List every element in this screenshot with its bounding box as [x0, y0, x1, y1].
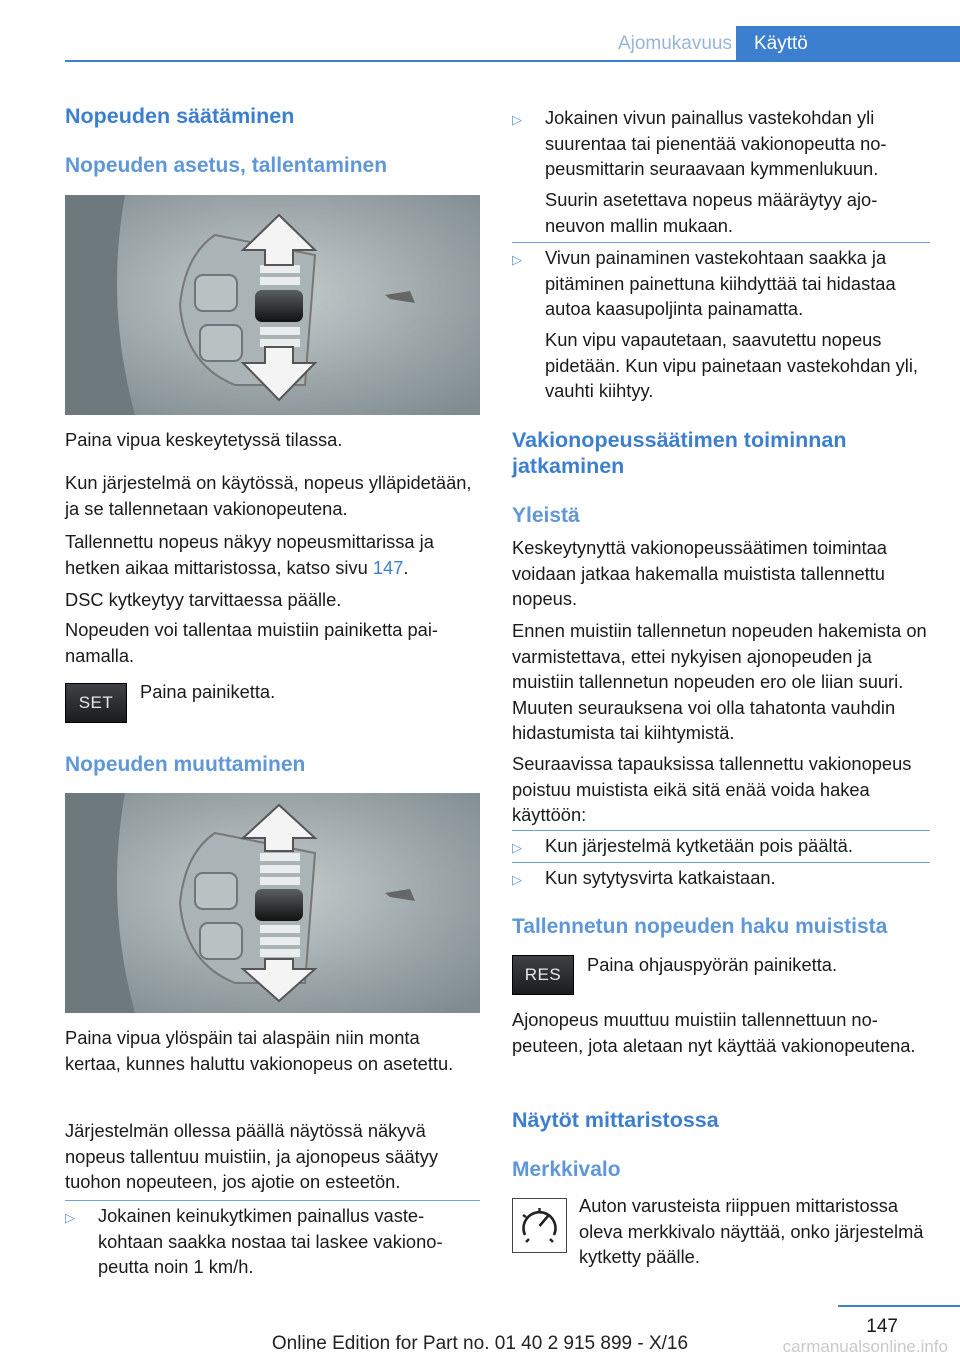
set-button-icon: SET [65, 683, 127, 723]
header-rule [65, 60, 960, 62]
heading-resume: Vakionopeussäätimen toiminnan jatkaminen [512, 428, 847, 478]
paragraph-check-difference: Ennen muistiin tallennetun nopeuden hakemista on varmistettava, ettei nykyisen ajonopeuden ja muistiin tallennetun nopeuden ero ole liian suuri. Muuten seurauksena voi olla tahatonta vauhdin hidastumista tai kiihtymistä. [512, 620, 927, 743]
steering-wheel-image-2 [65, 793, 480, 1013]
triangle-bullet-icon: ▷ [512, 252, 522, 267]
list-item [512, 105, 930, 185]
paragraph-press-wheel-button: Paina ohjauspyörän painiketta. [587, 954, 838, 975]
list-item [512, 245, 930, 325]
steering-wheel-image [65, 195, 480, 415]
list-item-continuation [512, 327, 930, 407]
edition-line: Online Edition for Part no. 01 40 2 915 899 - X/16 [271, 1333, 689, 1354]
stored-speed-text: Tallennettu nopeus näkyy nopeusmittarissa ja hetken aikaa mittaristossa, katso sivu [65, 531, 434, 578]
res-button-icon: RES [512, 955, 574, 995]
paragraph-memory-cleared: Seuraavissa tapauksissa tallennettu vakionopeus poistuu muistista eikä sitä enää voida hakea käyttöön: [512, 753, 912, 825]
triangle-bullet-icon: ▷ [512, 112, 522, 127]
paragraph-dsc: DSC kytkeytyy tarvittaessa päälle. [65, 589, 342, 610]
header-section: Ajomukavuus [617, 33, 732, 54]
list-item-text: Kun järjestelmä kytketään pois päältä. [545, 835, 853, 856]
list-divider [512, 242, 930, 243]
page-number: 147 [866, 1316, 898, 1337]
list-item [65, 1203, 480, 1283]
stored-speed-end: . [403, 556, 409, 578]
list-divider [512, 862, 930, 863]
list-item [512, 865, 930, 893]
triangle-bullet-icon: ▷ [512, 872, 522, 887]
heading-cluster-displays: Näytöt mittaristossa [512, 1108, 719, 1132]
list-item-text: Jokainen vivun painallus vastekohdan yli suurentaa tai pienentää vakionopeutta nopeusmittarin seuraavaan kymmenlukuun. [545, 107, 887, 179]
cruise-indicator-icon [512, 1198, 567, 1253]
paragraph-press-up-down: Paina vipua ylöspäin tai alaspäin niin monta kertaa, kunnes haluttu vakionopeus on asetettu. [65, 1027, 454, 1074]
paragraph-store-button: Nopeuden voi tallentaa muistiin painiketta painamalla. [65, 619, 438, 666]
speedometer-icon [513, 1199, 566, 1252]
heading-change-speed: Nopeuden muuttaminen [65, 753, 306, 776]
header-tab: Käyttö [736, 26, 960, 62]
paragraph-displayed-speed: Järjestelmän ollessa päällä näytössä näkyvä nopeus tallentuu muistiin, ja ajonopeus säätyy tuohon nopeuteen, jos ajotie on esteetön. [65, 1120, 438, 1192]
paragraph-speed-maintained: Kun järjestelmä on käytössä, nopeus ylläpidetään, ja se tallennetaan vakionopeutena. [65, 472, 472, 519]
page-link-147[interactable]: 147 [372, 556, 404, 578]
paragraph-stored-speed [65, 529, 480, 580]
paragraph-press-button: Paina painiketta. [140, 681, 276, 702]
list-divider [512, 830, 930, 831]
steering-lever-figure-1 [65, 195, 480, 415]
footer-rule [838, 1305, 960, 1307]
triangle-bullet-icon: ▷ [65, 1210, 75, 1225]
heading-set-store: Nopeuden asetus, tallentaminen [65, 154, 388, 177]
list-divider [65, 1200, 480, 1201]
heading-recall-speed: Tallennetun nopeuden haku muistista [512, 915, 888, 938]
heading-indicator-lamp: Merkkivalo [512, 1158, 621, 1181]
list-item-text: Jokainen keinukytkimen painallus vastekohtaan saakka nostaa tai laskee vakionopeutta noin 1 km/h. [98, 1205, 443, 1277]
paragraph-indicator: Auton varusteista riippuen mittaristossa oleva merkkivalo näyttää, onko järjestelmä kytketty päälle. [579, 1195, 924, 1267]
list-item-text: Suurin asetettava nopeus määräytyy ajoneuvon mallin mukaan. [545, 189, 878, 236]
paragraph-speed-changes: Ajonopeus muuttuu muistiin tallennettuun nopeuteen, jota aletaan nyt käyttää vakionopeutena. [512, 1009, 916, 1056]
list-item-text: Kun sytytysvirta katkaistaan. [545, 867, 776, 888]
heading-speed-control: Nopeuden säätäminen [65, 104, 295, 128]
triangle-bullet-icon: ▷ [512, 840, 522, 855]
watermark: carmanualsonline.info [782, 1337, 948, 1356]
paragraph-press-lever: Paina vipua keskeytetyssä tilassa. [65, 429, 343, 450]
list-item-text: Kun vipu vapautetaan, saavutettu nopeus pidetään. Kun vipu painetaan vastekohdan yli, vauhti kiihtyy. [545, 329, 919, 401]
list-item [512, 833, 930, 861]
list-item-continuation [512, 187, 930, 242]
heading-general: Yleistä [512, 504, 580, 527]
paragraph-resume-general: Keskeytynyttä vakionopeussäätimen toimintaa voidaan jatkaa hakemalla muistista tallennettu nopeus. [512, 537, 887, 609]
list-item-text: Vivun painaminen vastekohtaan saakka ja pitäminen painettuna kiihdyttää tai hidastaa autoa kaasupoljinta painamatta. [545, 247, 896, 319]
steering-lever-figure-2 [65, 793, 480, 1013]
